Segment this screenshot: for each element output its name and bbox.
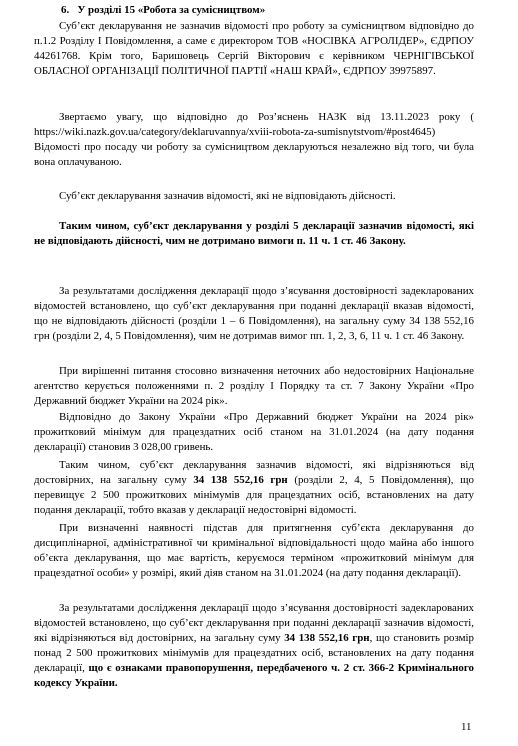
amount-bold: 34 138 552,16 грн xyxy=(284,631,370,644)
paragraph-criminal-signs xyxy=(34,601,474,690)
paragraph-budget-law: Відповідно до Закону України «Про Державний бюджет України на 2024 рік» прожитковий мінімум для працездатних осіб станом на 31.01.2024 (на дату подання декларації) становив 3 028,00 гривень. xyxy=(34,411,474,453)
amount-bold: 34 138 552,16 грн xyxy=(193,473,288,486)
paragraph-conclusion-bold: Таким чином, суб’єкт декларування у розділі 5 декларації зазначив відомості, які не відповідають дійсності, чим не дотримано вимоги п. 11 ч. 1 ст. 46 Закону. xyxy=(34,220,474,247)
text-segment: , що становить розмір понад 2 500 прожиткових мінімумів для працездатних осіб, встановлених на дату подання декларації, xyxy=(34,631,475,674)
text-segment: (розділи 2, 4, 5 Повідомлення), що перевищує 2 500 прожиткових мінімумів для працездатних осіб, встановлених на дату подання декларації, тобто вказав у декларації недостовірні відомості. xyxy=(34,473,474,516)
paragraph-liability-basis: При визначенні наявності підстав для притягнення суб’єкта декларування до дисциплінарної, адміністративної чи кримінальної відповідальності щодо майна або іншого об’єкта декларування, що має вартість, керуємося терміном «прожитковий мінімум для працездатної особи» у розмірі, який діяв станом на 31.01.2024 (на дату подання декларації). xyxy=(34,522,474,579)
paragraph-discrepancy-amount xyxy=(34,458,474,518)
paragraph-nazk-clarification: Звертаємо увагу, що відповідно до Роз’яснень НАЗК від 13.11.2023 року ( https://wiki.nazk.gov.ua/category/deklaruvannya/xviii-robota-za-sumisnytstvom/#post4645) Відомості про посаду чи роботу за сумісництвом декларуються незалежно від того, чи була вона оплачуваною. xyxy=(34,111,474,168)
text-segment: Таким чином, суб’єкт декларування зазначив відомості, які відрізняються від достовірних, на загальну суму xyxy=(34,459,474,486)
page-number: 11 xyxy=(461,721,472,733)
section-heading: 6. У розділі 15 «Робота за сумісництвом» xyxy=(61,4,266,16)
offense-bold: що є ознаками правопорушення, передбаченого ч. 2 ст. 366-2 Кримінального кодексу України. xyxy=(34,661,474,689)
paragraph-research-results: За результатами дослідження декларації щодо з’ясування достовірності задекларованих відомостей встановлено, що суб’єкт декларування при поданні декларації вказав відомості, що не відповідають дійсності (розділи 1 – 6 Повідомлення), на загальну суму 34 138 552,16 грн (розділи 2, 4, 5 Повідомлення), чим не дотримав вимог пп. 1, 2, 3, 6, 11 ч. 1 ст. 46 Закону. xyxy=(34,285,474,342)
paragraph-side-job: Суб’єкт декларування не зазначив відомості про роботу за сумісництвом відповідно до п.1.2 Розділу I Повідомлення, а саме є директором ТОВ «НОСІВКА АГРОЛІДЕР», ЄДРПОУ 44261768. Крім того, Баришовець Сергій Вікторович є керівником ЧЕРНІГІВСЬКОЇ ОБЛАСНОЇ ОРГАНІЗАЦІЇ ПОЛІТИЧНОЇ ПАРТІЇ «НАШ КРАЙ», ЄДРПОУ 39975897. xyxy=(34,20,474,77)
text-segment: За результатами дослідження декларації щодо з’ясування достовірності задекларованих відомостей встановлено, що суб’єкт декларування при поданні декларації зазначив відомості, які відрізняються від достовірних, на загальну суму xyxy=(34,602,474,644)
paragraph-false-info: Суб’єкт декларування зазначив відомості, які не відповідають дійсності. xyxy=(59,190,396,202)
paragraph-agency-rules: При вирішенні питання стосовно визначення неточних або недостовірних Національне агентство керується положеннями п. 2 розділу I Порядку та ст. 7 Закону України «Про Державний бюджет України на 2024 рік». xyxy=(34,365,474,407)
